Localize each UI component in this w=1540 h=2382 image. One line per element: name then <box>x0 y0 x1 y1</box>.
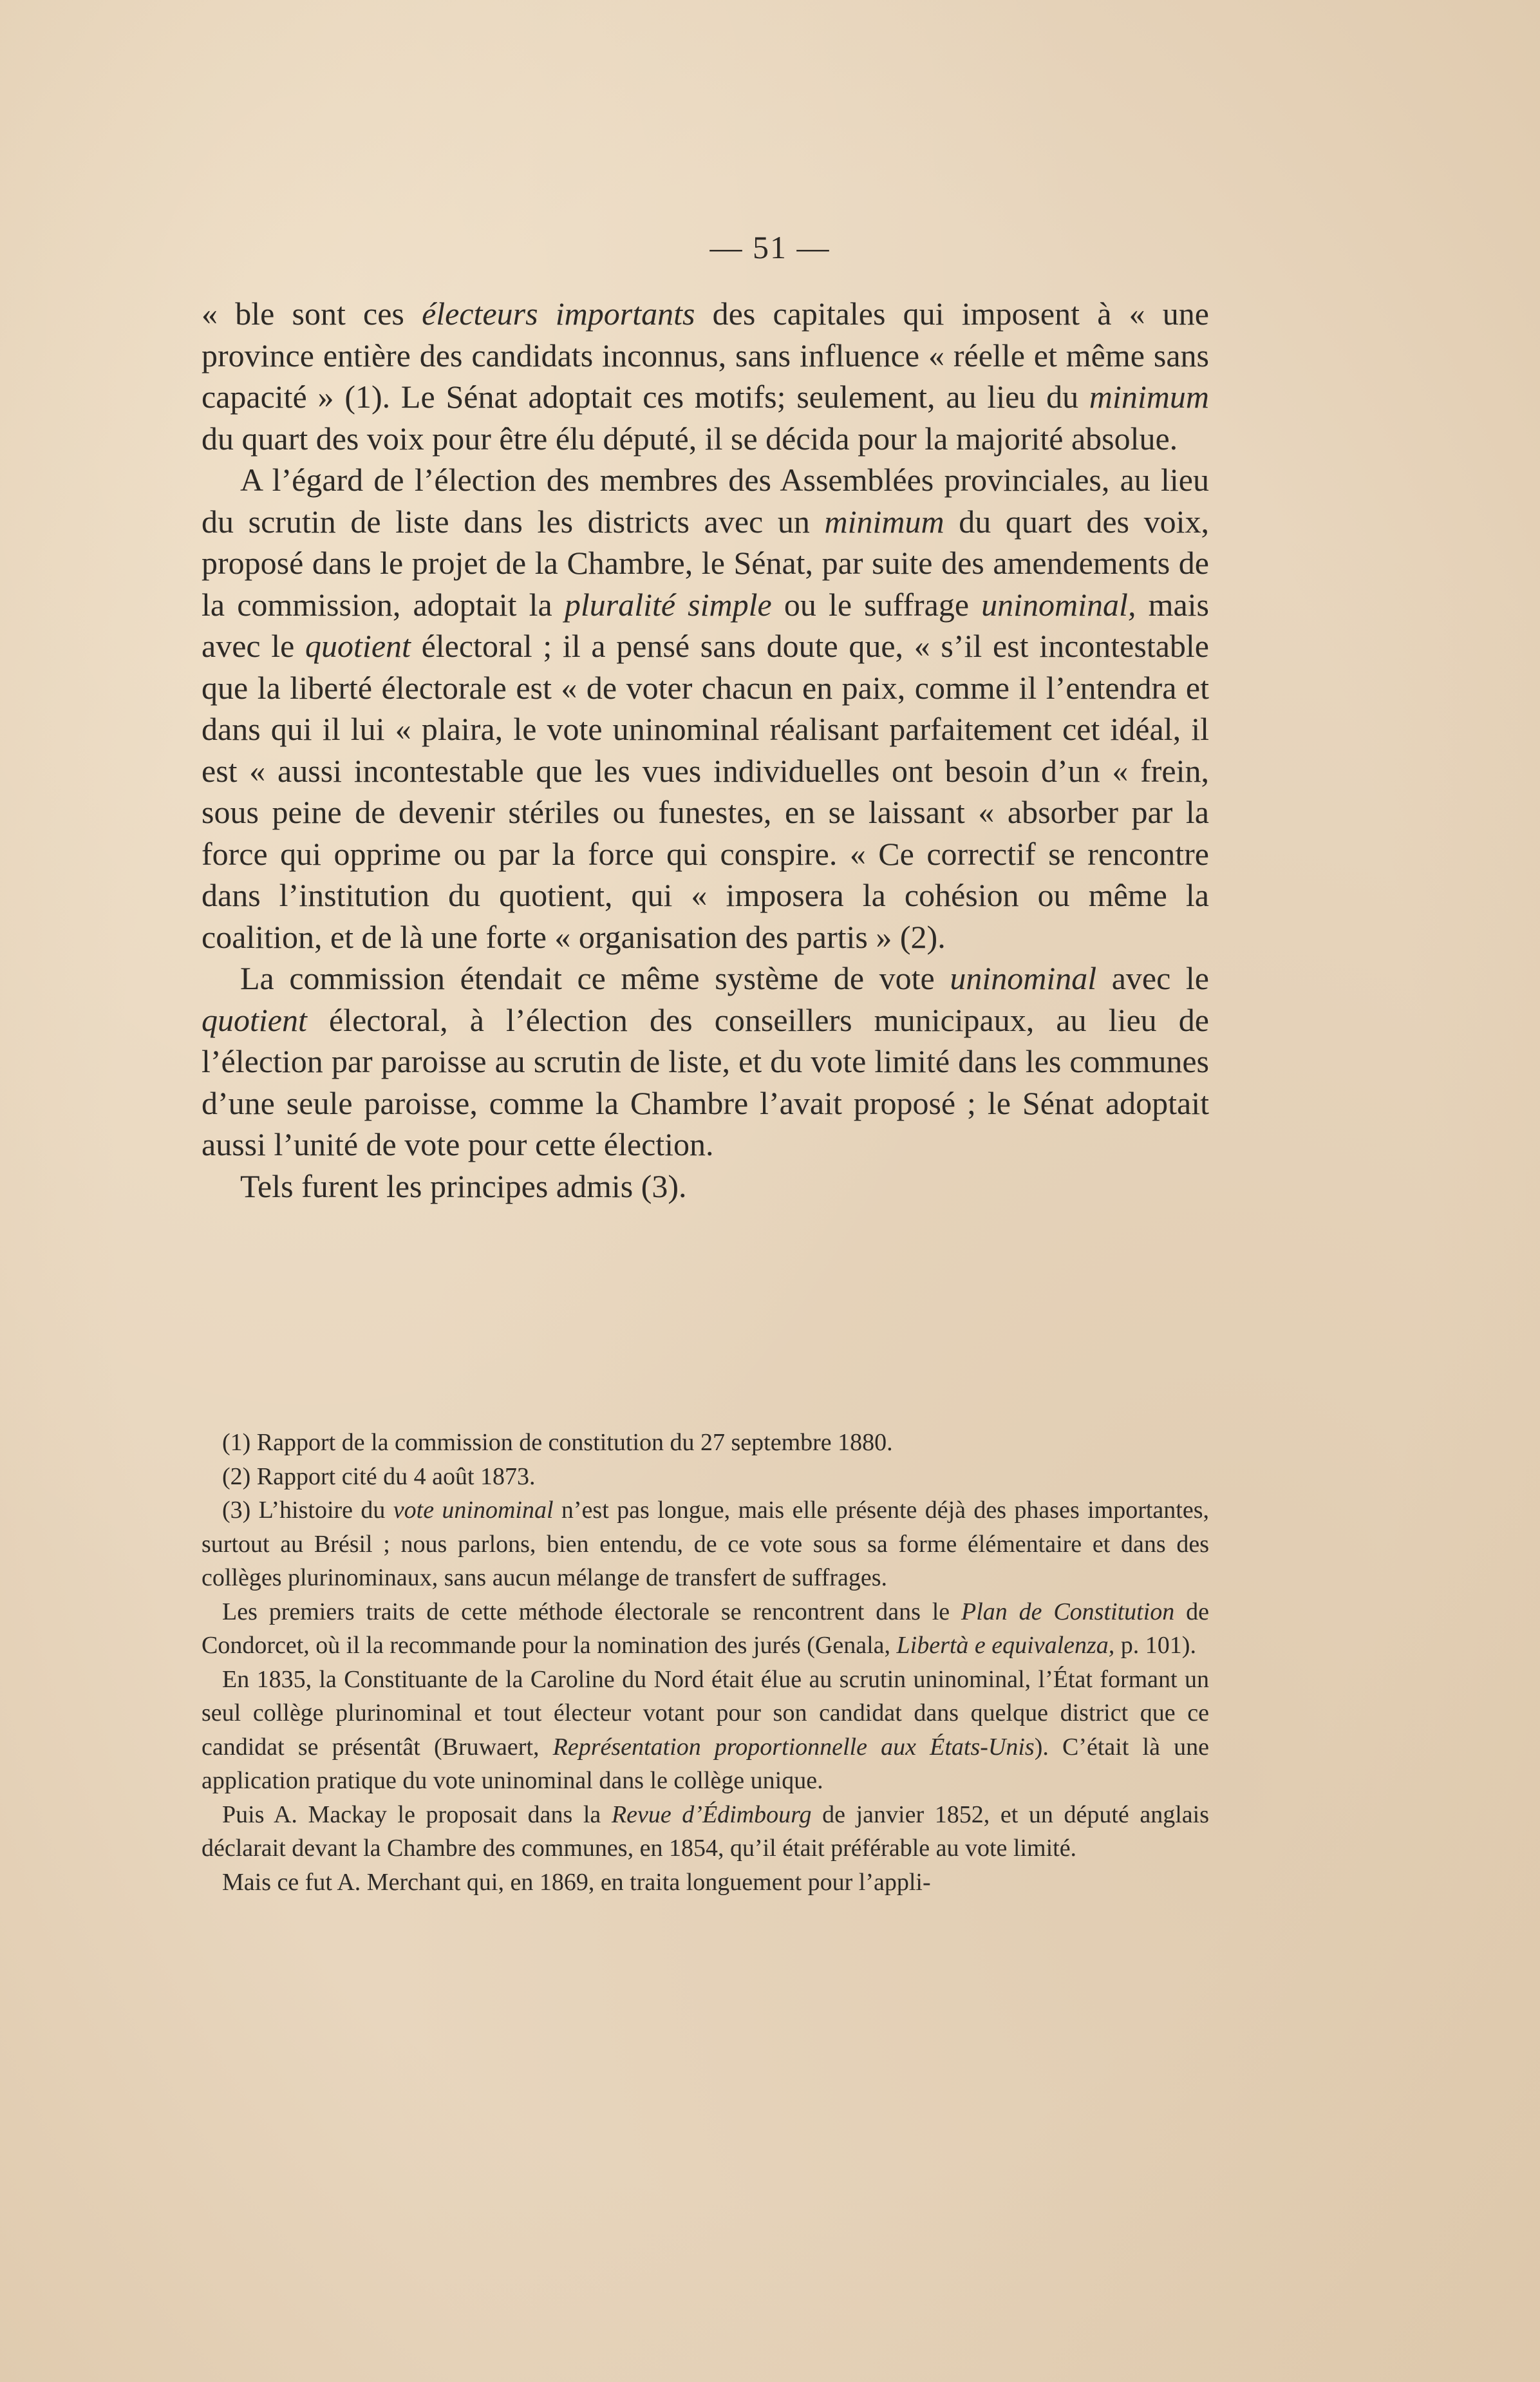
italic-span: uninominal, <box>981 586 1136 623</box>
footnote-3-continued-b <box>202 1663 1209 1798</box>
text-span: électoral ; il a pensé sans doute que, « s’il est incontestable que la liberté électorale est « de voter chacun en paix, comme il l’entendra et dans qui il lui « plaira, le vote uninominal réalisant parfaitement cet idéal, il est « aussi incontestable que les vues individuelles ont besoin d’un « frein, sous peine de devenir stériles ou funestes, en se laissant « absorber par la force qui opprime ou par la force qui conspire. « Ce correctif se rencontre dans l’institution du quotient, qui « imposera la cohésion ou même la coalition, et de là une forte « organisation des partis » (2). <box>202 628 1209 955</box>
text-span: avec le <box>1096 960 1209 996</box>
footnote-3-continued-d: Mais ce fut A. Merchant qui, en 1869, en traita longuement pour l’appli- <box>222 1868 931 1896</box>
italic-span: minimum <box>824 503 944 540</box>
text-span: ). C’était là une application pratique du vote uninominal dans le collège unique. <box>202 1733 1209 1794</box>
italic-span: vote uninominal <box>393 1497 554 1524</box>
italic-span: Plan de Constitution <box>961 1598 1175 1625</box>
text-span: des capitales qui imposent à « une province entière des candidats inconnus, sans influence « réelle et même sans capacité » (1). Le Sénat adoptait ces motifs; seulement, au lieu du <box>202 296 1210 415</box>
footnote-3 <box>202 1493 1209 1595</box>
italic-span: quotient <box>305 628 411 664</box>
text-span: En 1835, la Constituante de la Caroline du Nord était élue au scrutin uninominal, l’État formant un seul collège plurinominal et tout électeur votant pour son candidat dans quelque district que ce candidat se présentât (Bruwaert, <box>202 1665 1209 1761</box>
text-span: ou le suffrage <box>771 586 982 623</box>
footnote-2: (2) Rapport cité du 4 août 1873. <box>222 1462 536 1490</box>
text-span: Puis A. Mackay le proposait dans la <box>222 1801 612 1828</box>
italic-span: Représentation proportionnelle aux États-Unis <box>552 1733 1035 1761</box>
footnotes <box>202 1426 1209 1899</box>
text-span: de Condorcet, où il la recommande pour la nomination des jurés (Genala, <box>202 1598 1209 1659</box>
footnote-3-continued-c <box>202 1798 1209 1866</box>
text-span: A l’égard de l’élection des membres des Assemblées provinciales, au lieu du scrutin de liste dans les districts avec un <box>202 462 1209 540</box>
text-span: La commission étendait ce même système de vote <box>240 960 950 996</box>
text-span: n’est pas longue, mais elle présente déjà des phases importantes, surtout au Brésil ; nous parlons, bien entendu, de ce vote sous sa forme élémentaire et dans des collèges plurinominaux, sans aucun mélange de transfert de suffrages. <box>202 1497 1210 1591</box>
footnote-3-continued-a <box>202 1595 1209 1663</box>
italic-span: uninominal <box>950 960 1097 996</box>
paragraph-4: Tels furent les principes admis (3). <box>240 1167 687 1204</box>
main-text <box>202 293 1209 1207</box>
paragraph-2 <box>202 459 1209 958</box>
page-number: — 51 — <box>709 229 831 265</box>
italic-span: Libertà e equivalenza, <box>896 1632 1115 1659</box>
text-span: Les premiers traits de cette méthode électorale se rencontrent dans le <box>222 1598 961 1625</box>
footnote-1: (1) Rapport de la commission de constitution du 27 septembre 1880. <box>222 1429 893 1456</box>
text-span: du quart des voix pour être élu député, il se décida pour la majorité absolue. <box>202 420 1178 457</box>
text-span: « ble sont ces <box>202 296 422 332</box>
italic-span: électeurs importants <box>422 296 695 332</box>
text-span: électoral, à l’élection des conseillers municipaux, au lieu de l’élection par paroisse au scrutin de liste, et du vote limité dans les communes d’une seule paroisse, comme la Chambre l’avait proposé ; le Sénat adoptait aussi l’unité de vote pour cette élection. <box>202 1001 1209 1162</box>
paragraph-1 <box>202 293 1209 459</box>
text-span: mais avec le <box>202 586 1209 664</box>
text-span: du quart des voix, proposé dans le projet de la Chambre, le Sénat, par suite des amendements de la commission, adoptait la <box>202 503 1210 623</box>
text-span: p. 101). <box>1114 1632 1196 1659</box>
text-span: (3) L’histoire du <box>222 1497 393 1524</box>
italic-span: quotient <box>202 1001 307 1038</box>
italic-span: pluralité simple <box>564 586 772 623</box>
text-span: de janvier 1852, et un député anglais déclarait devant la Chambre des communes, en 1854, qu’il était préférable au vote limité. <box>202 1801 1210 1862</box>
italic-span: Revue d’Édimbourg <box>611 1801 812 1828</box>
paragraph-3 <box>202 958 1209 1166</box>
italic-span: minimum <box>1089 379 1209 415</box>
